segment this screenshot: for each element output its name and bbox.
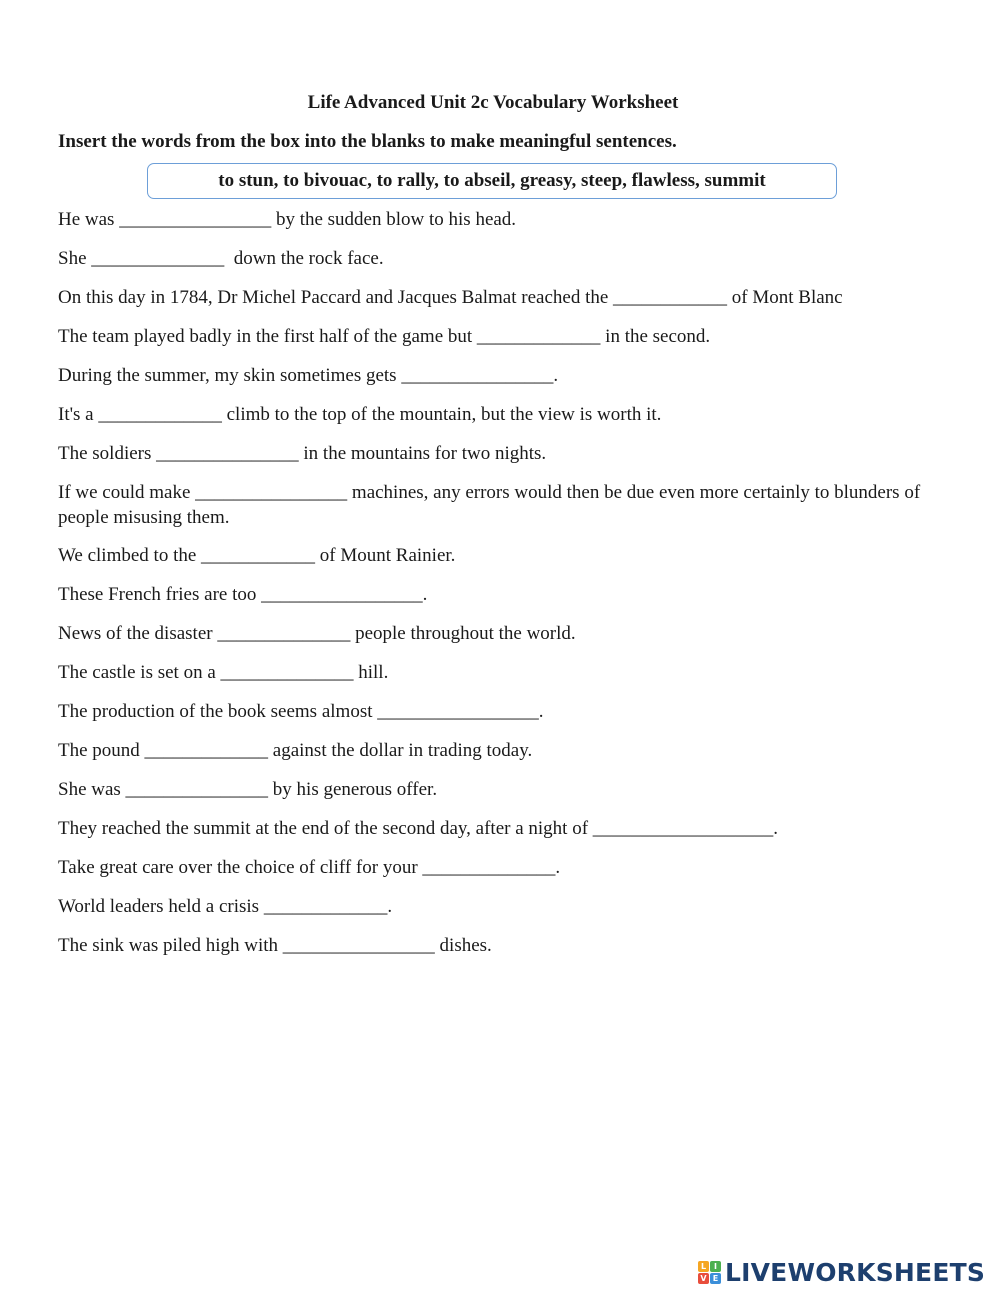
sentence-5: During the summer, my skin sometimes gets ________________.: [58, 365, 559, 386]
sentence-15: She was _______________ by his generous offer.: [58, 779, 438, 800]
liveworksheets-logo[interactable]: [698, 1257, 985, 1287]
sentence-8: If we could make ________________ machines, any errors would then be due even more certainly to blunders of people misusing them.: [58, 482, 925, 528]
sentence-13: The production of the book seems almost _________________.: [58, 701, 544, 722]
sentence-17: Take great care over the choice of cliff for your ______________.: [58, 857, 561, 878]
sentence-11: News of the disaster ______________ people throughout the world.: [58, 623, 576, 644]
word-box: to stun, to bivouac, to rally, to abseil, greasy, steep, flawless, summit: [147, 163, 837, 199]
sentence-16: They reached the summit at the end of the second day, after a night of ___________________.: [58, 818, 779, 839]
sentence-10: These French fries are too _________________.: [58, 584, 428, 605]
sentence-list: [58, 207, 938, 972]
instructions: Insert the words from the box into the blanks to make meaningful sentences.: [58, 131, 677, 152]
worksheet-title: Life Advanced Unit 2c Vocabulary Worksheet: [307, 92, 679, 113]
logo-mark-icon: [698, 1261, 721, 1284]
logo-letter-e: E: [710, 1273, 721, 1284]
sentence-1: He was ________________ by the sudden blow to his head.: [58, 209, 517, 230]
sentence-2: She ______________ down the rock face.: [58, 248, 384, 269]
sentence-18: World leaders held a crisis _____________.: [58, 896, 393, 917]
sentence-3: On this day in 1784, Dr Michel Paccard and Jacques Balmat reached the ____________ of Mont Blanc: [58, 287, 843, 308]
sentence-14: The pound _____________ against the dollar in trading today.: [58, 740, 533, 761]
sentence-12: The castle is set on a ______________ hill.: [58, 662, 389, 683]
logo-text: LIVEWORKSHEETS: [725, 1257, 986, 1287]
sentence-9: We climbed to the ____________ of Mount Rainier.: [58, 545, 456, 566]
logo-letter-v: V: [698, 1273, 709, 1284]
logo-letter-l: L: [698, 1261, 709, 1272]
sentence-4: The team played badly in the first half of the game but _____________ in the second.: [58, 326, 711, 347]
sentence-6: It's a _____________ climb to the top of the mountain, but the view is worth it.: [58, 404, 662, 425]
logo-letter-i: I: [710, 1261, 721, 1272]
sentence-19: The sink was piled high with ________________ dishes.: [58, 935, 492, 956]
sentence-7: The soldiers _______________ in the mountains for two nights.: [58, 443, 547, 464]
